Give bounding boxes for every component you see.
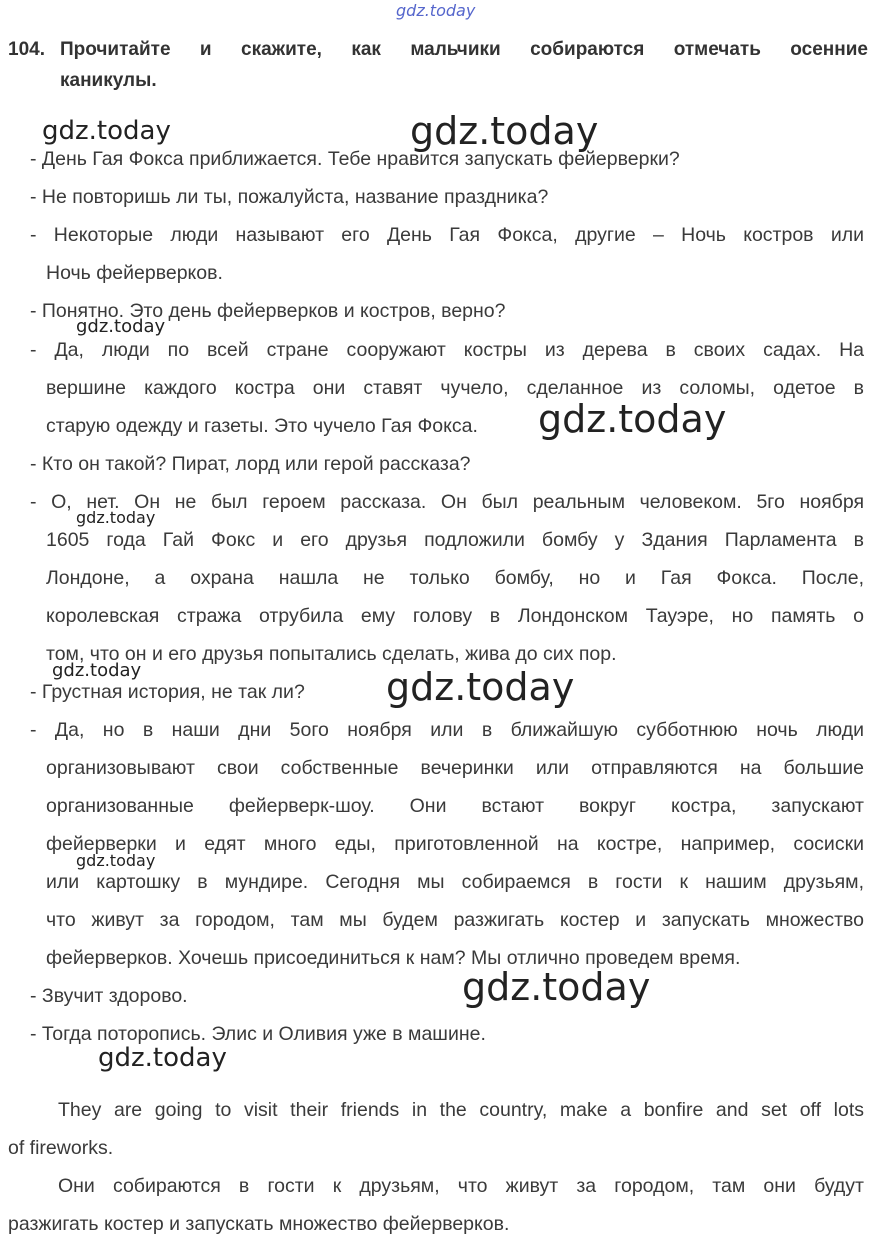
- watermark: gdz.today: [42, 116, 171, 146]
- dialogue-line: - День Гая Фокса приближается. Тебе нравится запускать фейерверки?: [30, 148, 680, 170]
- watermark: gdz.today: [76, 508, 156, 527]
- instruction-line-1: 104. Прочитайте и скажите, как мальчики собираются отмечать осенние: [8, 34, 868, 65]
- dialogue-line: фейерверков. Хочешь присоединиться к нам? Мы отлично проведем время.: [46, 947, 741, 969]
- dialogue-line: - Грустная история, не так ли?: [30, 681, 305, 703]
- answer-ru-line-2: разжигать костер и запускать множество фейерверков.: [8, 1213, 510, 1235]
- watermark: gdz.today: [76, 851, 156, 870]
- exercise-heading: [8, 34, 868, 96]
- dialogue-line: организованные фейерверк-шоу. Они встают вокруг костра, запускают: [46, 795, 864, 817]
- dialogue-line: - О, нет. Он не был героем рассказа. Он был реальным человеком. 5го ноября: [30, 491, 864, 513]
- dialogue-line: фейерверки и едят много еды, приготовленной на костре, например, сосиски: [46, 833, 864, 855]
- dialogue-line: Лондоне, а охрана нашла не только бомбу, но и Гая Фокса. После,: [46, 567, 864, 589]
- watermark: gdz.today: [386, 665, 575, 709]
- watermark: gdz.today: [52, 660, 142, 681]
- dialogue-line: - Да, люди по всей стране сооружают костры из дерева в своих садах. На: [30, 339, 864, 361]
- dialogue-line: организовывают свои собственные вечеринки или отправляются на большие: [46, 757, 864, 779]
- dialogue-line: - Не повторишь ли ты, пожалуйста, название праздника?: [30, 186, 549, 208]
- dialogue-line: - Да, но в наши дни 5ого ноября или в ближайшую субботнюю ночь люди: [30, 719, 864, 741]
- dialogue-line: - Звучит здорово.: [30, 985, 188, 1007]
- dialogue-line: Ночь фейерверков.: [46, 262, 223, 284]
- watermark-top: gdz.today: [396, 1, 476, 20]
- answer-en-line-1: They are going to visit their friends in the country, make a bonfire and set off lots: [58, 1099, 864, 1121]
- watermark: gdz.today: [410, 109, 599, 153]
- exercise-number: 104.: [8, 39, 45, 60]
- dialogue-line: 1605 года Гай Фокс и его друзья подложили бомбу у Здания Парламента в: [46, 529, 864, 551]
- dialogue-line: - Кто он такой? Пират, лорд или герой рассказа?: [30, 453, 471, 475]
- dialogue-line: что живут за городом, там мы будем разжигать костер и запускать множество: [46, 909, 864, 931]
- dialogue-line: - Некоторые люди называют его День Гая Фокса, другие – Ночь костров или: [30, 224, 864, 246]
- dialogue-line: - Тогда поторопись. Элис и Оливия уже в машине.: [30, 1023, 486, 1045]
- watermark: gdz.today: [538, 397, 727, 441]
- dialogue-line: вершине каждого костра они ставят чучело, сделанное из соломы, одетое в: [46, 377, 864, 399]
- dialogue-line: королевская стража отрубила ему голову в Лондонском Тауэре, но память о: [46, 605, 864, 627]
- watermark: gdz.today: [98, 1043, 227, 1073]
- dialogue-line: старую одежду и газеты. Это чучело Гая Фокса.: [46, 415, 478, 437]
- dialogue-line: или картошку в мундире. Сегодня мы собираемся в гости к нашим друзьям,: [46, 871, 864, 893]
- dialogue-line: - Понятно. Это день фейерверков и костров, верно?: [30, 300, 506, 322]
- watermark: gdz.today: [76, 316, 166, 337]
- answer-en-line-2: of fireworks.: [8, 1137, 114, 1159]
- instruction-line-2: каникулы.: [60, 70, 157, 91]
- answer-ru-line-1: Они собираются в гости к друзьям, что живут за городом, там они будут: [58, 1175, 864, 1197]
- dialogue-line: том, что он и его друзья попытались сделать, жива до сих пор.: [46, 643, 617, 665]
- watermark: gdz.today: [462, 965, 651, 1009]
